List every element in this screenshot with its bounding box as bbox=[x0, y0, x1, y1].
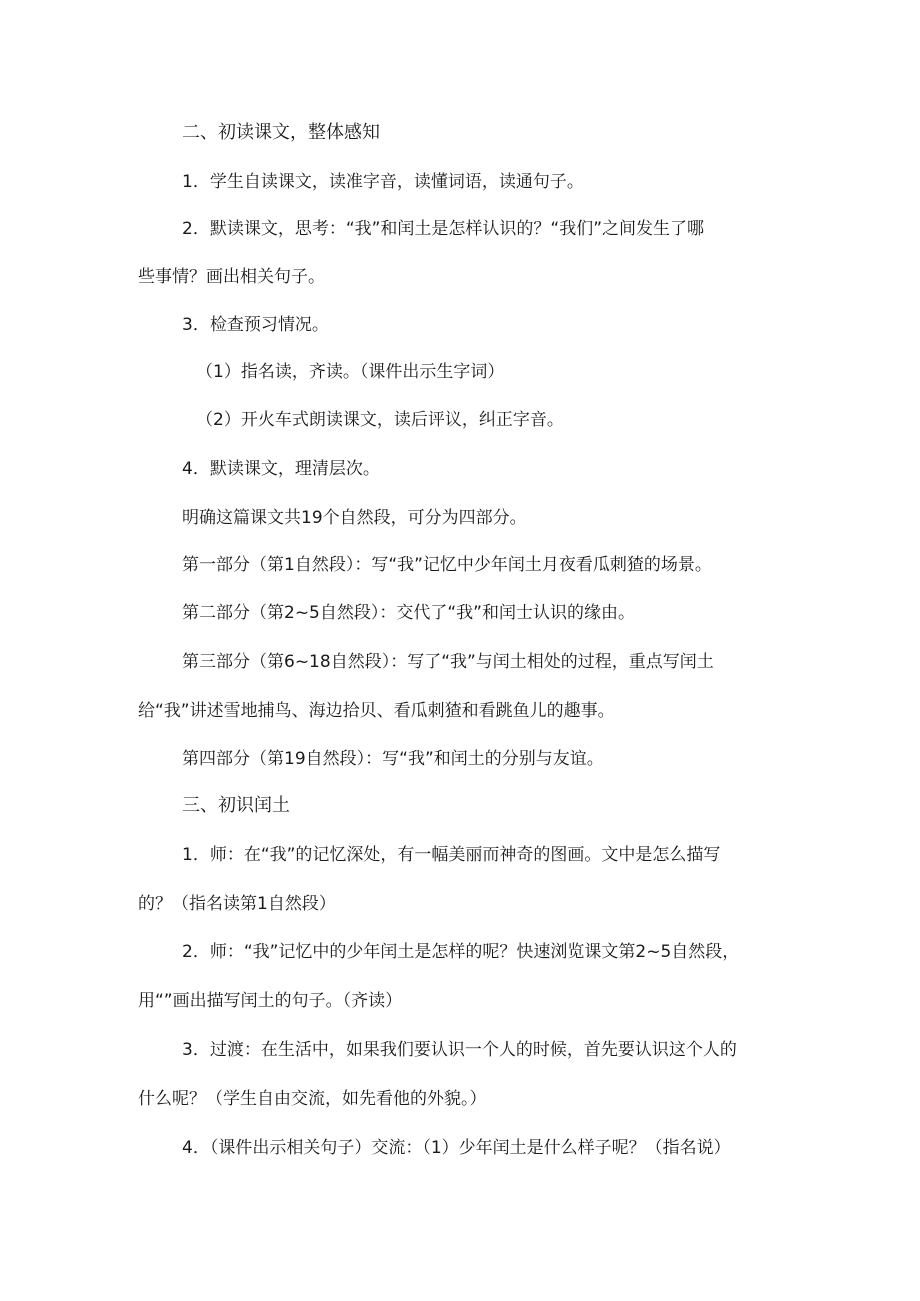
paragraph-part4: 第四部分（第19自然段）：写“我”和闰土的分别与友谊。 bbox=[182, 749, 604, 769]
section-heading-2: 二、初读课文，整体感知 bbox=[182, 122, 380, 143]
paragraph-3-2-line2: 用“”画出描写闰土的句子。（齐读） bbox=[138, 991, 403, 1011]
paragraph-3-3-line2: 什么呢？（学生自由交流，如先看他的外貌。） bbox=[138, 1089, 487, 1109]
paragraph-3-3-line1: 3．过渡：在生活中，如果我们要认识一个人的时候，首先要认识这个人的 bbox=[182, 1040, 737, 1060]
paragraph-3-4-line1: 4．（课件出示相关句子）交流：（1）少年闰土是什么样子呢？（指名说） bbox=[182, 1138, 731, 1158]
paragraph-2-4: 4．默读课文，理清层次。 bbox=[182, 459, 380, 479]
paragraph-part3-line1: 第三部分（第6~18自然段）：写了“我”与闰土相处的过程，重点写闰土 bbox=[182, 652, 714, 672]
section-heading-3: 三、初识闰土 bbox=[182, 795, 290, 816]
paragraph-part3-line2: 给“我”讲述雪地捕鸟、海边拾贝、看瓜刺猹和看跳鱼儿的趣事。 bbox=[138, 701, 615, 721]
paragraph-summary: 明确这篇课文共19个自然段，可分为四部分。 bbox=[182, 508, 527, 528]
paragraph-2-1: 1．学生自读课文，读准字音，读懂词语，读通句子。 bbox=[182, 172, 584, 192]
paragraph-3-1-line1: 1．师：在“我”的记忆深处，有一幅美丽而神奇的图画。文中是怎么描写 bbox=[182, 845, 721, 865]
paragraph-2-3: 3．检查预习情况。 bbox=[182, 315, 329, 335]
paragraph-part2: 第二部分（第2~5自然段）：交代了“我”和闰士认识的缘由。 bbox=[182, 603, 635, 623]
paragraph-2-3-sub2: （2）开火车式朗读课文，读后评议，纠正字音。 bbox=[196, 410, 564, 430]
paragraph-3-1-line2: 的？（指名读第1自然段） bbox=[138, 894, 336, 914]
paragraph-2-2-line2: 些事情？画出相关句子。 bbox=[138, 267, 325, 287]
paragraph-part1: 第一部分（第1自然段）：写“我”记忆中少年闰土月夜看瓜刺猹的场景。 bbox=[182, 555, 712, 575]
paragraph-2-3-sub1: （1）指名读，齐读。（课件出示生字词） bbox=[196, 362, 505, 382]
paragraph-3-2-line1: 2．师：“我”记忆中的少年闰土是怎样的呢？快速浏览课文第2~5自然段， bbox=[182, 942, 740, 962]
paragraph-2-2-line1: 2．默读课文，思考：“我”和闰土是怎样认识的？“我们”之间发生了哪 bbox=[182, 219, 705, 239]
